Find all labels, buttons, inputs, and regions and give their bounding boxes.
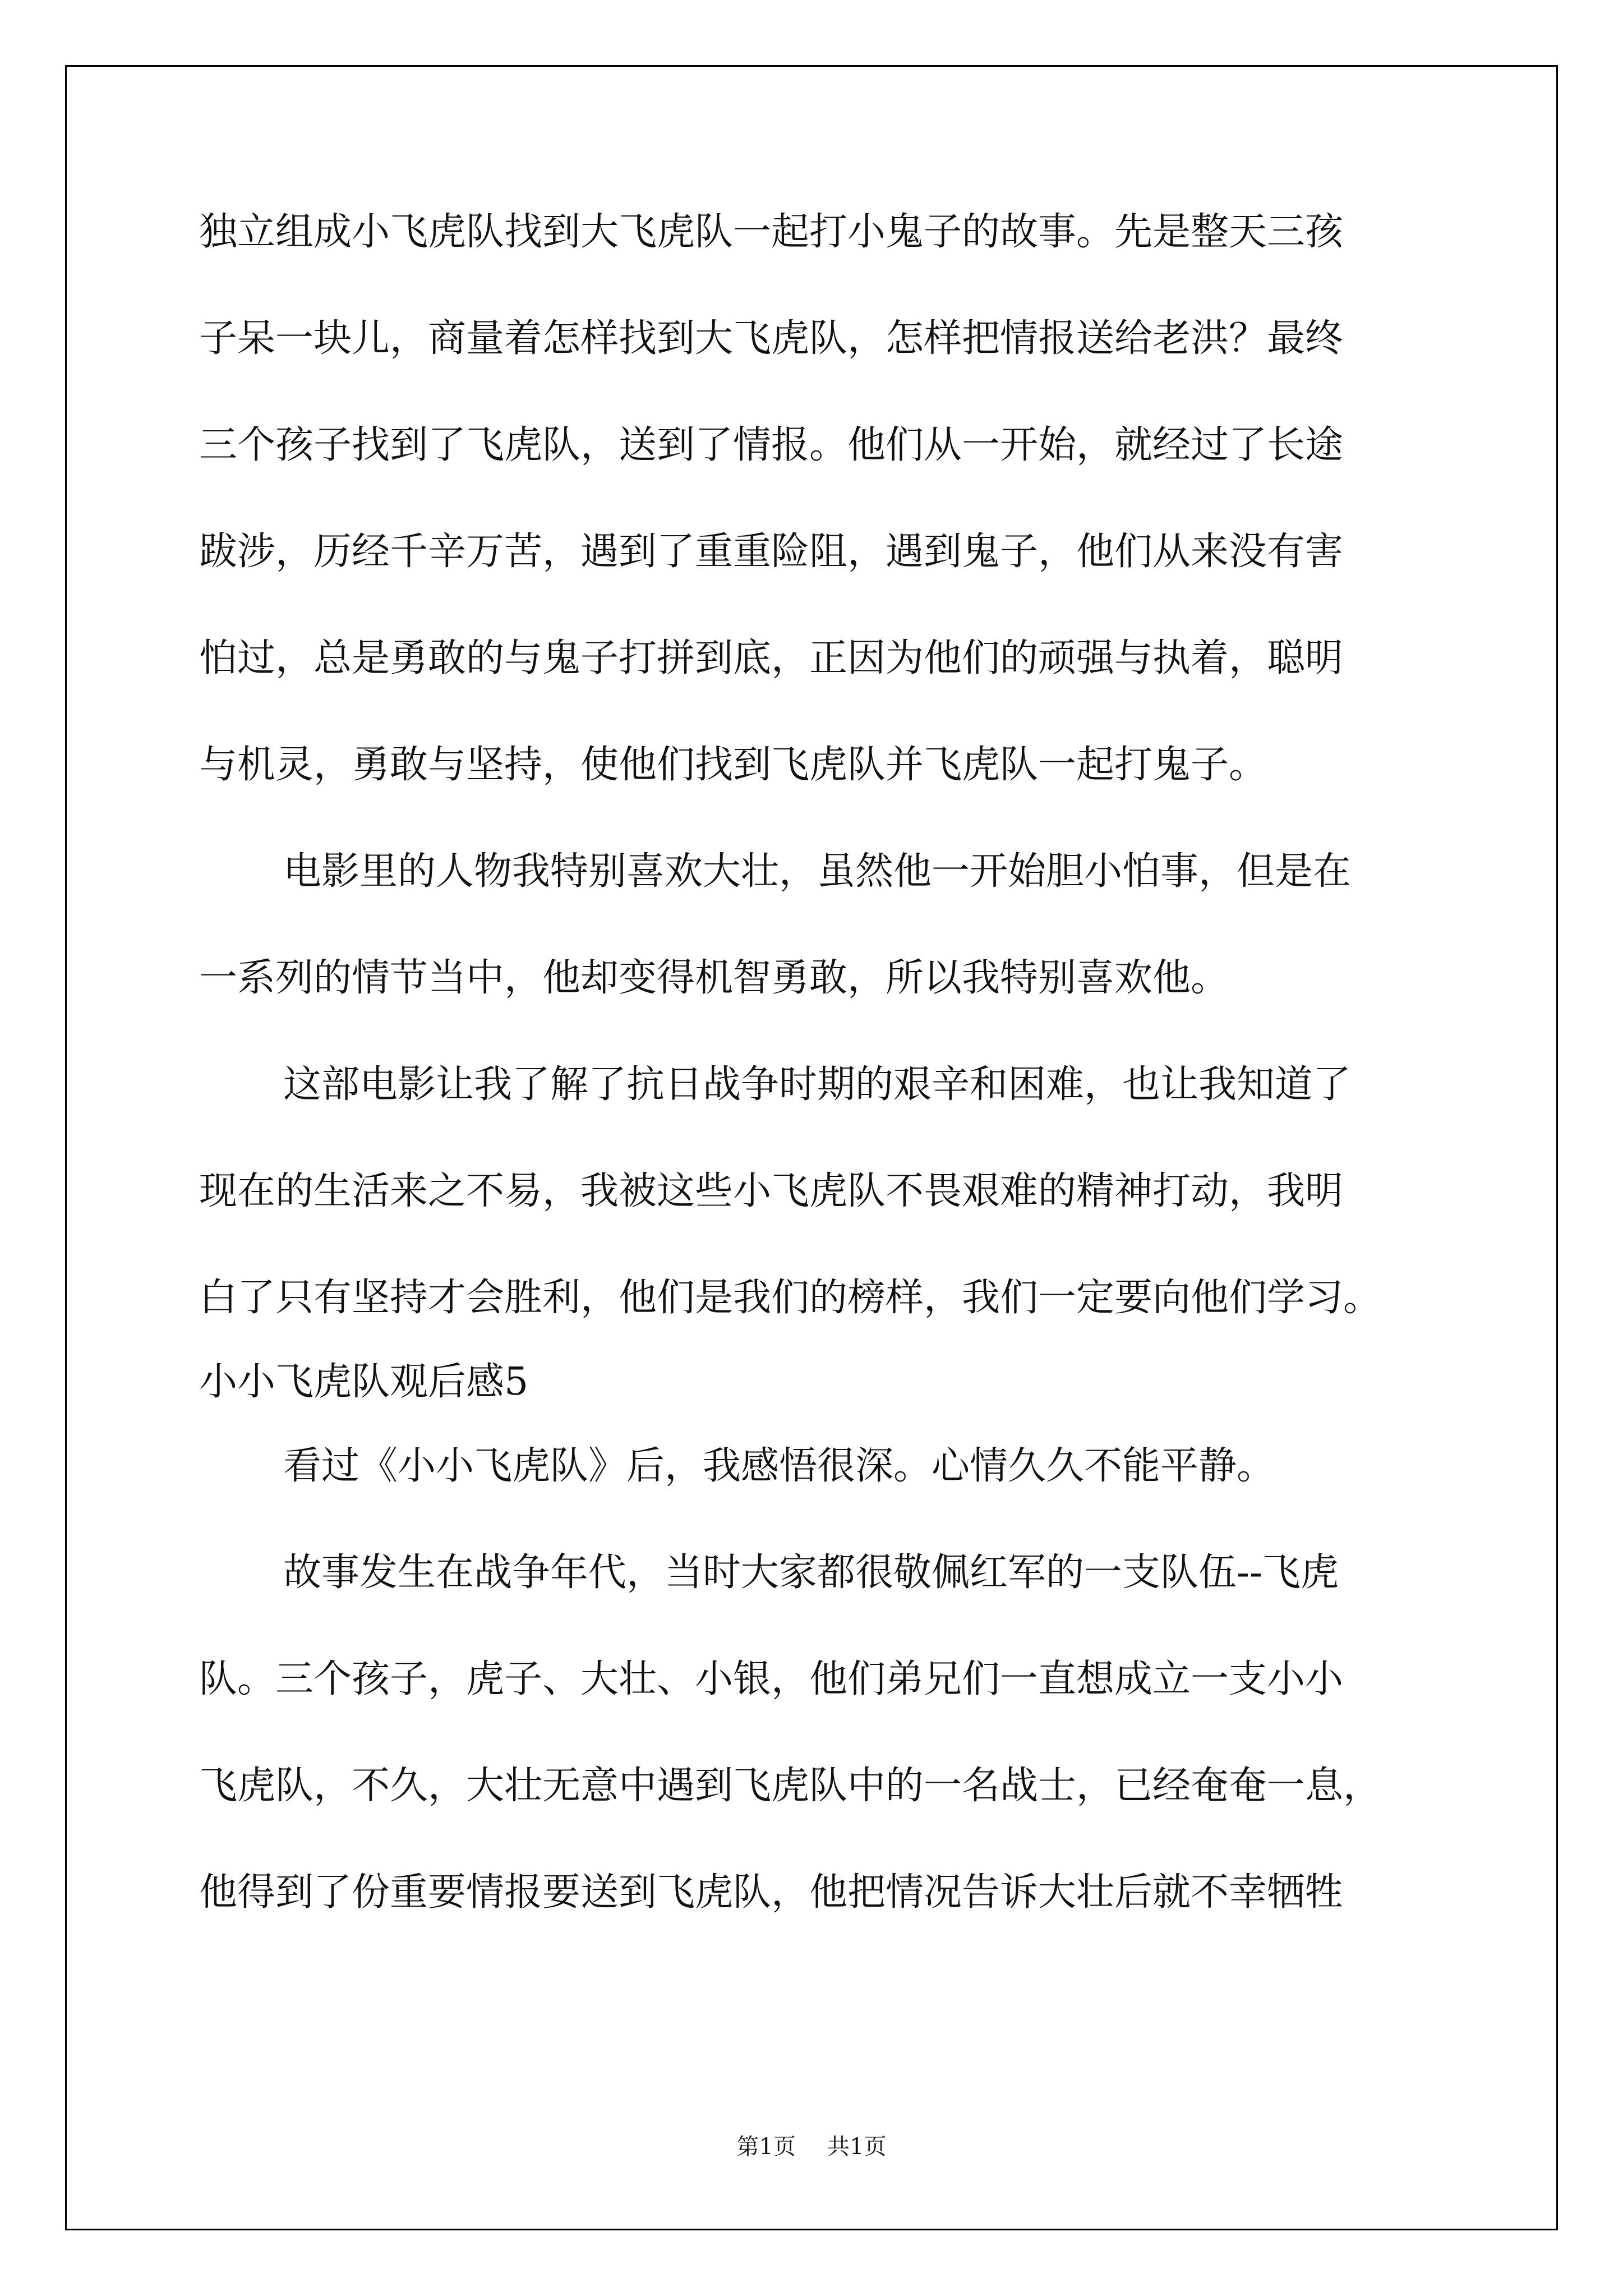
text-line-7: 电影里的人物我特别喜欢大壮，虽然他一开始胆小怕事，但是在 [283,849,1352,894]
text-line-5: 怕过，总是勇敢的与鬼子打拼到底，正因为他们的顽强与执着，聪明 [199,636,1344,680]
text-line-8: 一系列的情节当中，他却变得机智勇敢，所以我特别喜欢他。 [199,956,1229,1000]
text-line-10: 现在的生活来之不易，我被这些小飞虎队不畏艰难的精神打动，我明 [199,1169,1344,1213]
page-footer [0,2129,1623,2161]
text-line-16: 飞虎队，不久，大壮无意中遇到飞虎队中的一名战士，已经奄奄一息， [199,1764,1382,1808]
section-heading: 小小飞虎队观后感5 [199,1360,529,1404]
text-line-17: 他得到了份重要情报要送到飞虎队，他把情况告诉大壮后就不幸牺牲 [199,1870,1344,1915]
text-line-11: 白了只有坚持才会胜利，他们是我们的榜样，我们一定要向他们学习。 [199,1276,1382,1320]
text-line-13: 看过《小小飞虎队》后，我感悟很深。心情久久不能平静。 [283,1444,1275,1488]
page-total: 共1页 [827,2134,887,2160]
page-number: 第1页 [736,2134,796,2160]
text-line-14: 故事发生在战争年代，当时大家都很敬佩红军的一支队伍--飞虎 [283,1550,1339,1595]
text-line-15: 队。三个孩子，虎子、大壮、小银，他们弟兄们一直想成立一支小小 [199,1657,1344,1701]
document-body [199,210,1444,1980]
text-line-6: 与机灵，勇敢与坚持，使他们找到飞虎队并飞虎队一起打鬼子。 [199,743,1267,787]
text-line-1: 独立组成小飞虎队找到大飞虎队一起打小鬼子的故事。先是整天三孩 [199,210,1344,254]
text-line-2: 子呆一块儿，商量着怎样找到大飞虎队，怎样把情报送给老洪？最终 [199,316,1344,361]
text-line-9: 这部电影让我了解了抗日战争时期的艰辛和困难，也让我知道了 [283,1062,1352,1107]
text-line-4: 跋涉，历经千辛万苦，遇到了重重险阻，遇到鬼子，他们从来没有害 [199,530,1344,574]
text-line-3: 三个孩子找到了飞虎队，送到了情报。他们从一开始，就经过了长途 [199,423,1344,467]
